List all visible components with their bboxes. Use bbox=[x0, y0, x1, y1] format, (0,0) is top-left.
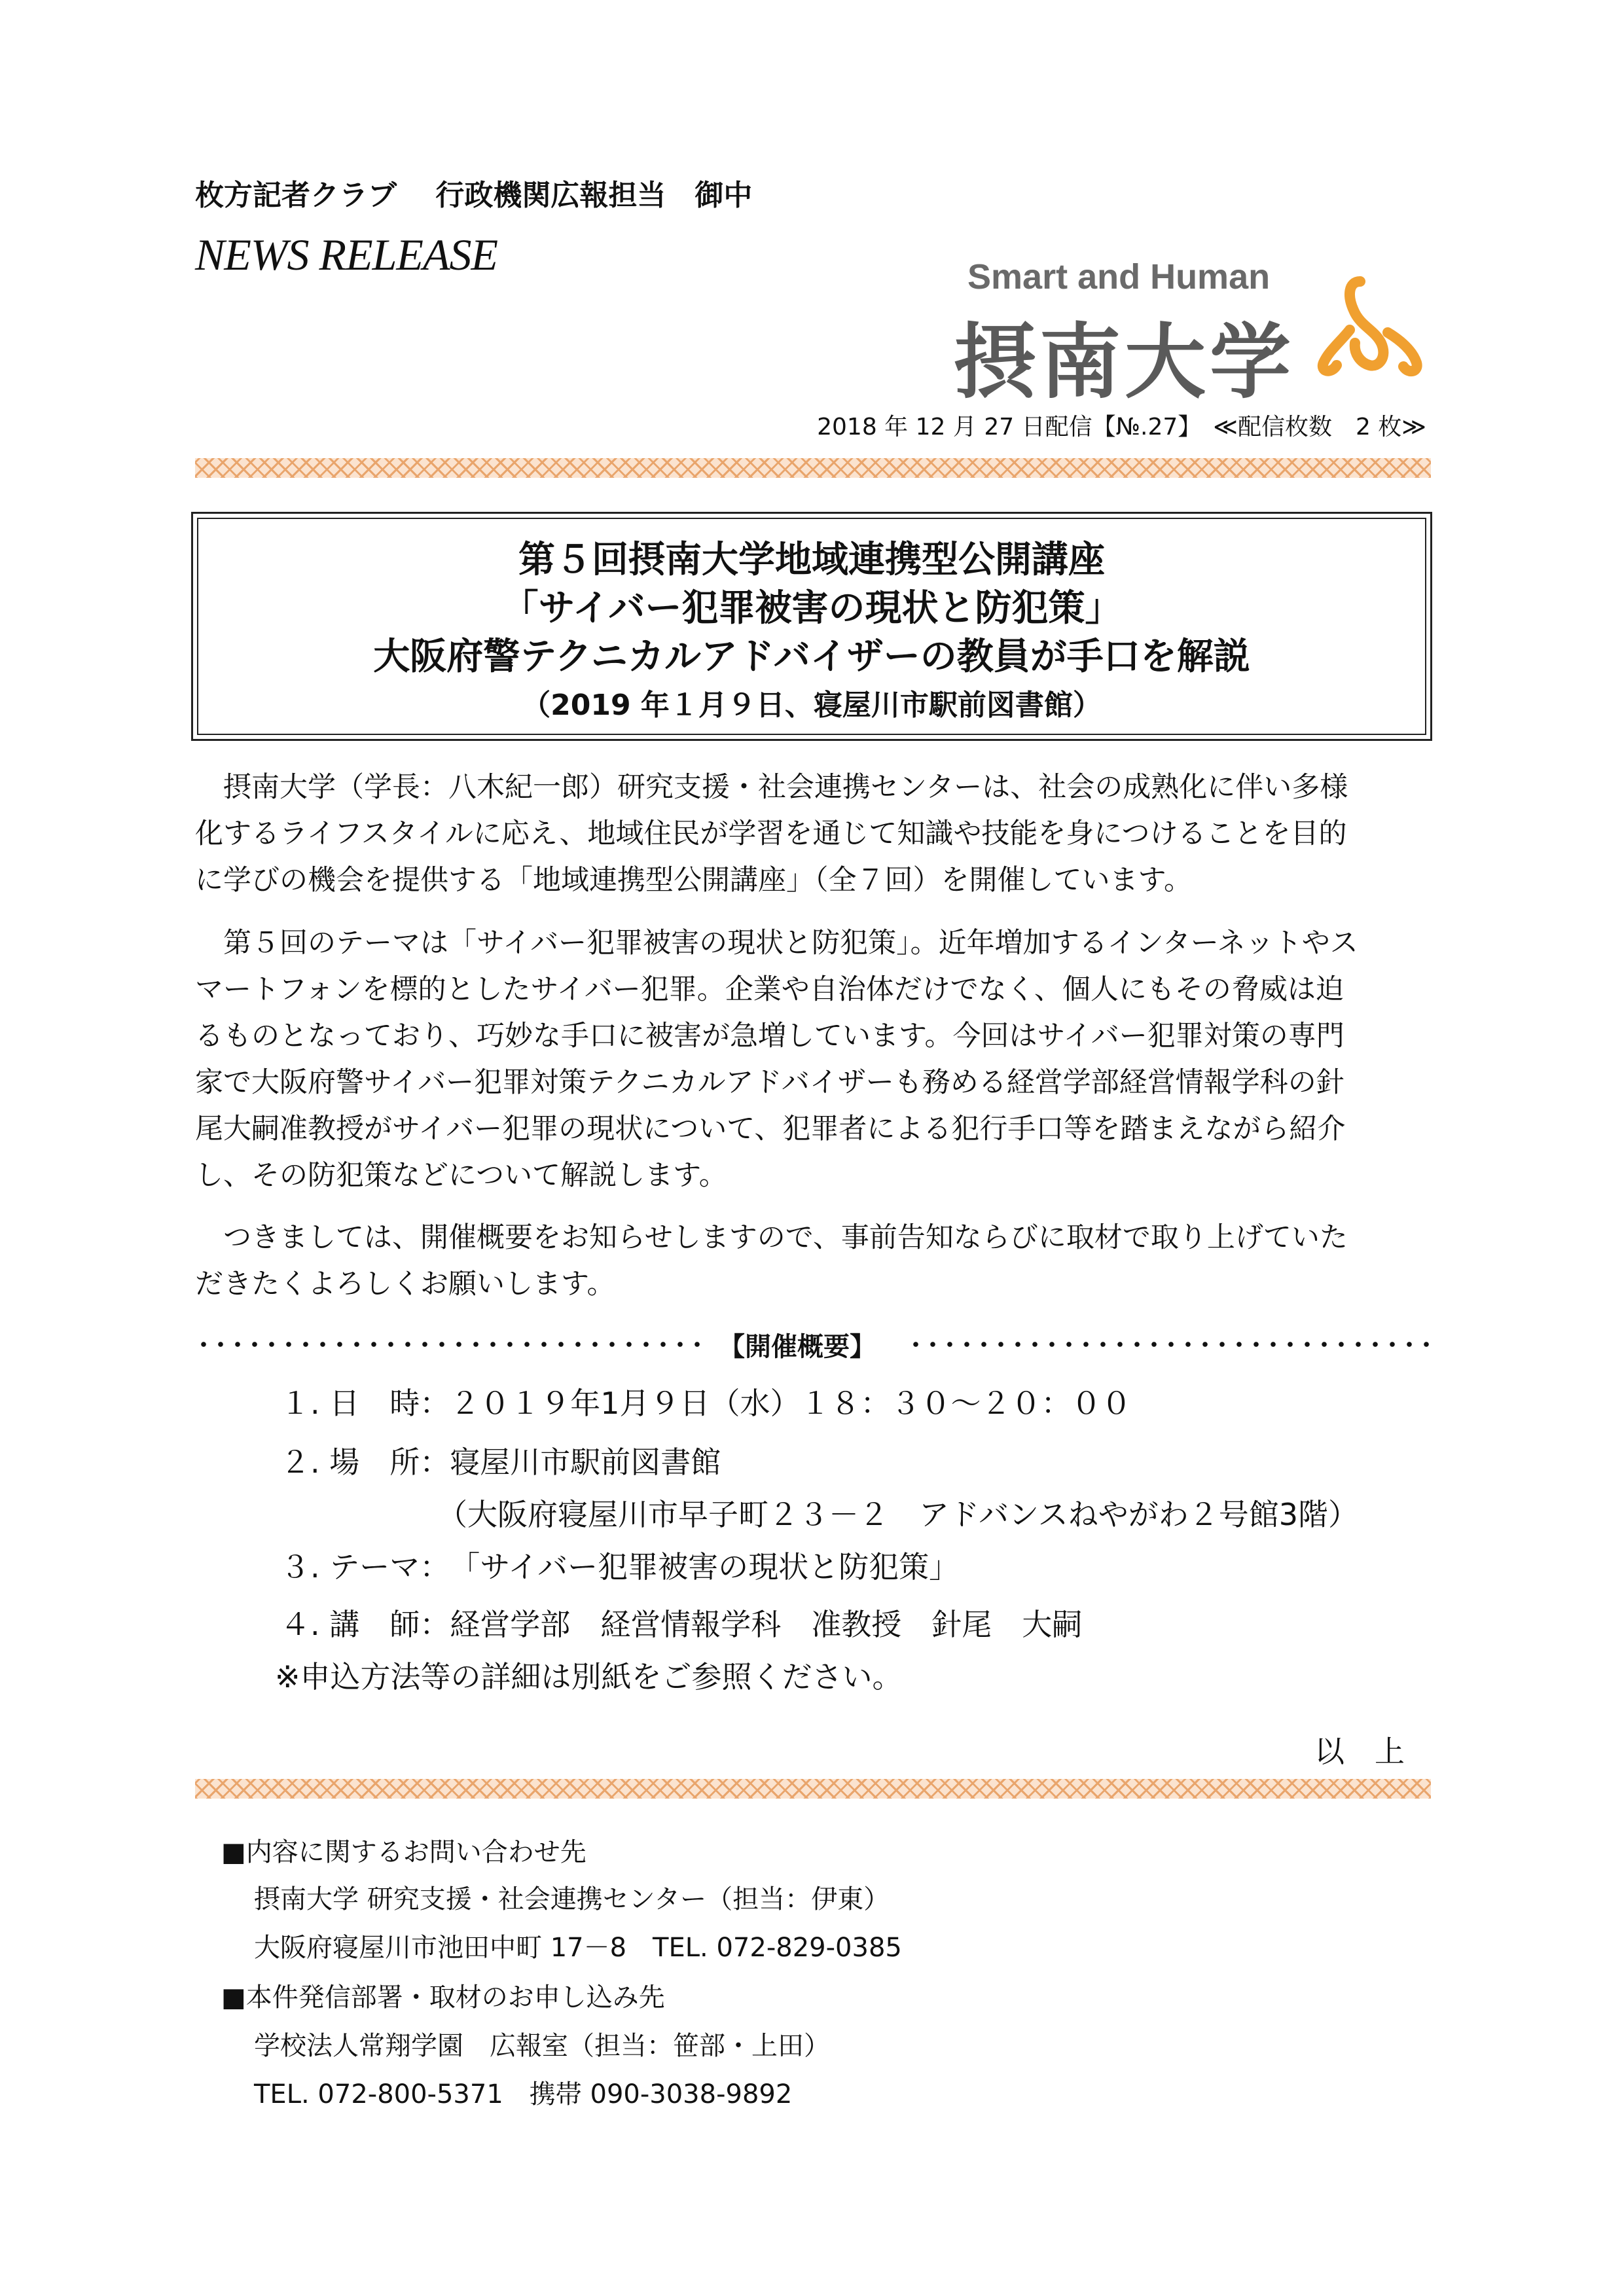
dotted-rule-right bbox=[907, 1342, 1432, 1347]
title-box-inner bbox=[197, 518, 1426, 735]
title-line-2: 「サイバー犯罪被害の現状と防犯策」 bbox=[501, 587, 1122, 630]
paragraph-line: つきましては、開催概要をお知らせしますので、事前告知ならびに取材で取り上げていた bbox=[195, 1221, 1348, 1254]
overview-item-lecturer: ４. 講 師：経営学部 経営情報学科 准教授 針尾 大嗣 bbox=[280, 1607, 1083, 1642]
press-heading: ■本件発信部署・取材のお申し込み先 bbox=[221, 1982, 665, 2013]
inquiry-heading: ■内容に関するお問い合わせ先 bbox=[221, 1837, 586, 1867]
logo-mark-icon bbox=[1314, 270, 1426, 381]
paragraph-line: 尾大嗣准教授がサイバー犯罪の現状について、犯罪者による犯行手口等を踏まえながら紹介 bbox=[195, 1113, 1346, 1145]
overview-item-venue: ２. 場 所：寝屋川市駅前図書館 bbox=[280, 1444, 721, 1480]
paragraph-line: に学びの機会を提供する「地域連携型公開講座」（全７回）を開催しています。 bbox=[195, 864, 1193, 897]
paragraph-line: 摂南大学（学長：八木紀一郎）研究支援・社会連携センターは、社会の成熟化に伴い多様 bbox=[195, 771, 1348, 804]
closing-mark: 以 上 bbox=[1314, 1734, 1405, 1769]
title-line-4: （2019 年１月９日、寝屋川市駅前図書館） bbox=[522, 689, 1102, 722]
dotted-rule-left bbox=[195, 1342, 707, 1347]
paragraph-line: 第５回のテーマは「サイバー犯罪被害の現状と防犯策」。近年増加するインターネットやス bbox=[195, 927, 1358, 960]
logo-tagline: Smart and Human bbox=[967, 257, 1271, 296]
overview-heading: 【開催概要】 bbox=[719, 1332, 876, 1362]
paragraph-1 bbox=[195, 764, 1432, 904]
recipient-line: 枚方記者クラブ 行政機関広報担当 御中 bbox=[195, 179, 753, 212]
title-line-1: 第５回摂南大学地域連携型公開講座 bbox=[518, 539, 1105, 581]
press-telephone: TEL. 072-800-5371 携帯 090-3038-9892 bbox=[254, 2079, 793, 2109]
overview-item-theme: ３. テーマ： 「サイバー犯罪被害の現状と防犯策」 bbox=[280, 1549, 960, 1585]
dateline: 2018 年 12 月 27 日配信【№.27】 ≪配信枚数 2 枚≫ bbox=[817, 414, 1426, 440]
overview-heading-row bbox=[195, 1326, 1432, 1363]
paragraph-line: 家で大阪府警サイバー犯罪対策テクニカルアドバイザーも務める経営学部経営情報学科の針 bbox=[195, 1066, 1344, 1099]
university-logo bbox=[954, 257, 1426, 410]
decorative-band-top bbox=[195, 458, 1431, 478]
title-line-3: 大阪府警テクニカルアドバイザーの教員が手口を解説 bbox=[373, 636, 1250, 678]
overview-item-venue-detail: （大阪府寝屋川市早子町２３－２ アドバンスねやがわ２号館3階） bbox=[437, 1497, 1358, 1532]
paragraph-line: マートフォンを標的としたサイバー犯罪。企業や自治体だけでなく、個人にもその脅威は迫 bbox=[195, 973, 1344, 1006]
press-organization: 学校法人常翔学園 広報室（担当：笹部・上田） bbox=[254, 2031, 830, 2061]
decorative-band-bottom bbox=[195, 1779, 1431, 1799]
title-box bbox=[191, 512, 1432, 741]
paragraph-line: し、その防犯策などについて解説します。 bbox=[195, 1159, 727, 1192]
paragraph-line: だきたくよろしくお願いします。 bbox=[195, 1268, 615, 1300]
paragraph-line: 化するライフスタイルに応え、地域住民が学習を通じて知識や技能を身につけることを目的 bbox=[195, 817, 1347, 850]
paragraph-line: るものとなっており、巧妙な手口に被害が急増しています。今回はサイバー犯罪対策の専門 bbox=[195, 1020, 1344, 1052]
inquiry-address: 大阪府寝屋川市池田中町 17－8 TEL. 072-829-0385 bbox=[254, 1933, 902, 1963]
overview-item-datetime: １. 日 時：２０１９年1月９日（水）１８：３０～２０：００ bbox=[280, 1386, 1132, 1421]
paragraph-2 bbox=[195, 920, 1432, 1199]
logo-name: 摂南大学 bbox=[954, 315, 1295, 410]
overview-note: ※申込方法等の詳細は別紙をご参照ください。 bbox=[275, 1659, 903, 1695]
paragraph-3 bbox=[195, 1215, 1432, 1308]
news-release-label: NEWS RELEASE bbox=[195, 230, 498, 279]
inquiry-organization: 摂南大学 研究支援・社会連携センター（担当：伊東） bbox=[254, 1884, 890, 1914]
